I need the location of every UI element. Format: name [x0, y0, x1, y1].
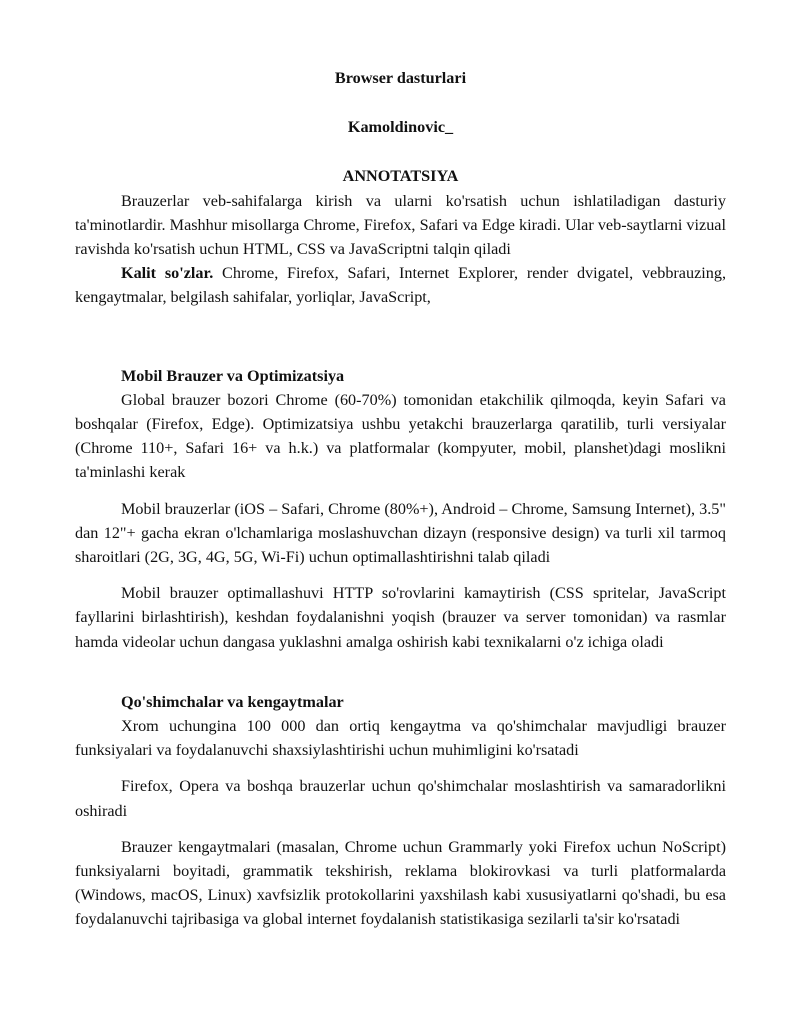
- document-author: Kamoldinovic_: [347, 118, 454, 137]
- section-paragraph: Xrom uchungina 100 000 dan ortiq kengaytma va qo'shimchalar mavjudligi brauzer funksiyalari va foydalanuvchi shaxsiylashtirishi uchun muhimligini ko'rsatadi: [75, 717, 726, 760]
- section-paragraph: Global brauzer bozori Chrome (60-70%) tomonidan etakchilik qilmoqda, keyin Safari va boshqalar (Firefox, Edge). Optimizatsiya ushbu yetakchi brauzerlarga qaratilib, turli versiyalar (Chrome 110+, Safari 16+ va h.k.) va platformalar (kompyuter, mobil, planshet)dagi moslikni ta'minlashi kerak: [75, 390, 726, 482]
- keywords-paragraph: [75, 261, 726, 309]
- section-paragraph: Brauzer kengaytmalari (masalan, Chrome uchun Grammarly yoki Firefox uchun NoScript) funksiyalarni boyitadi, grammatik tekshirish, reklama blokirovkasi va turli platformalarda (Windows, macOS, Linux) xavfsizlik protokollarini yaxshilash kabi xususiyatlarni qo'shadi, bu esa foydalanuvchi tajribasiga va global internet foydalanish statistikasiga sezilarli ta'sir ko'rsatadi: [75, 837, 726, 929]
- document-title: Browser dasturlari: [334, 69, 467, 87]
- annotation-paragraph: Brauzerlar veb-sahifalarga kirish va ularni ko'rsatish uchun ishlatiladigan dasturiy ta'minotlardir. Mashhur misollarga Chrome, Firefox, Safari va Edge kiradi. Ular veb-saytlarni vizual ravishda ko'rsatish uchun HTML, CSS va JavaScriptni talqin qiladi: [75, 191, 726, 259]
- section-heading-addons: Qo'shimchalar va kengaytmalar: [121, 692, 344, 711]
- section-paragraph: Mobil brauzer optimallashuvi HTTP so'rovlarini kamaytirish (CSS spritelar, JavaScript fayllarini birlashtirish), keshdan foydalanishni yoqish (brauzer va server tomonidan) va rasmlar hamda videolar uchun dangasa yuklashni amalga oshirish kabi texnikalarni o'z ichiga oladi: [75, 584, 726, 651]
- document-page: [75, 0, 726, 932]
- section-paragraph: Mobil brauzerlar (iOS – Safari, Chrome (80%+), Android – Chrome, Samsung Internet), 3.5" dan 12"+ gacha ekran o'lchamlariga moslashuvchan dizayn (responsive design) va turli xil tarmoq sharoitlari (2G, 3G, 4G, 5G, Wi-Fi) uchun optimallashtirishni talab qiladi: [75, 499, 726, 567]
- keywords-text: Chrome, Firefox, Safari, Internet Explorer, render dvigatel, vebbrauzing, kengaytmalar, belgilash sahifalar, yorliqlar, JavaScript,: [75, 264, 726, 307]
- keywords-label: Kalit so'zlar.: [121, 264, 214, 283]
- section-heading-mobile: Mobil Brauzer va Optimizatsiya: [121, 366, 345, 385]
- section-paragraph: Firefox, Opera va boshqa brauzerlar uchun qo'shimchalar moslashtirish va samaradorlikni oshiradi: [75, 777, 726, 820]
- annotation-heading: ANNOTATSIYA: [342, 167, 459, 186]
